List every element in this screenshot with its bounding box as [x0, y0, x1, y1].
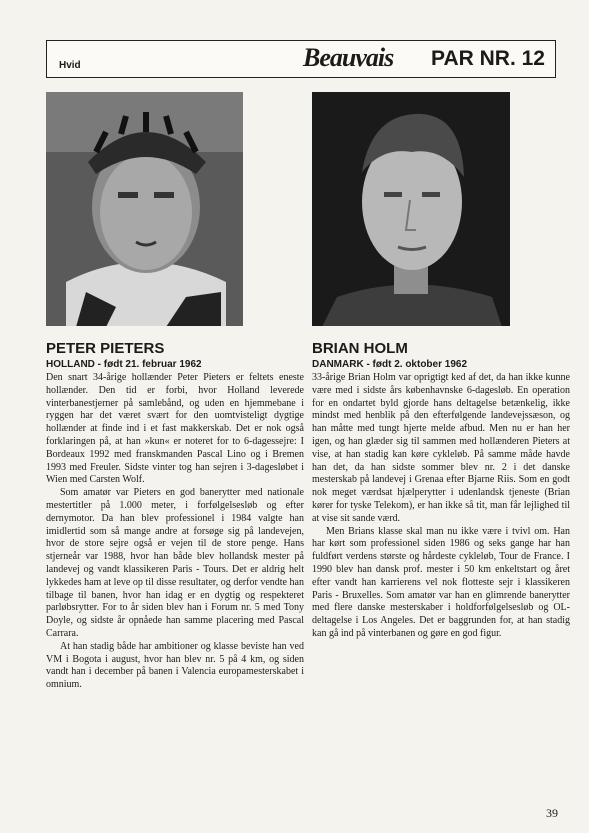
- jersey-color-label: Hvid: [59, 60, 81, 71]
- bio-paragraph: Men Brians klasse skal man nu ikke være i tvivl om. Han har kørt som professionel siden 1986 og seks gange har han fuldført verdens største og hårdeste cykleløb, Tour de France. I 1990 blev han dansk prof. mester i 50 km enkeltstart og året efter vandt han karrierens vel nok flotteste sejr i klassikeren Paris - Bruxelles. Som amatør var han en glimrende banerytter med flere danske mesterskaber i holdforfølgelsesløb og OL-deltagelse i Los Angeles. Det er baggrunden for, at han stadig kan gå ind på vinterbanen og gøre en god figur.: [312, 525, 570, 639]
- rider-column-holm: [312, 340, 570, 641]
- bio-paragraph: 33-årige Brian Holm var oprigtigt ked af det, da han ikke kunne være med i sidste års københavnske 6-dagesløb. En operation for en ondartet byld gjorde hans deltagelse betænkelig, ikke mindst med henblik på den efterfølgende landevejssæson, og han måtte med tungt hjerte melde afbud. Men nu er han her igen, og han glæder sig til sammen med hollænderen Pieters at vise, at han stadig kan køre cykleløb. På samme måde havde han det, da han sidste sommer blev nr. 2 i det danske mesterskab på landevej i Grenaa efter Bjarne Riis. Som en godt nok meget værdsat hjælperytter i udenlandsk tjeneste (Brian kører for tyske Telekom), er han ikke så tit, man får lejlighed til at vise sit sande værd.: [312, 372, 570, 524]
- sponsor-logo: Beauvais: [303, 43, 394, 72]
- page-number: 39: [546, 806, 558, 820]
- page-header: [46, 40, 556, 78]
- rider-name: PETER PIETERS: [46, 340, 165, 357]
- rider-column-pieters: [46, 340, 304, 692]
- rider-photo-holm: [312, 92, 510, 326]
- rider-nationality-birthdate: HOLLAND - født 21. februar 1962: [46, 359, 202, 370]
- portrait-illustration: [312, 92, 510, 326]
- bio-paragraph: Den snart 34-årige hollænder Peter Pieters er feltets eneste hollænder. Den tid er forbi, hvor Holland leverede vinterbanestjerner på samlebånd, og uden en hjemmebane i ryggen har det været svært for den uomtvisteligt dygtige hollænder at finde ind i et fast makkerskab. Det er nok også forklaringen på, at han »kun« er noteret for to 6-dagessejre: I Bordeaux 1992 med franskmanden Pascal Lino og i Bremen 1993 med Freuler. Sidste vinter tog han sejren i 3-dagesløbet i Wien med Carsten Wolf.: [46, 372, 304, 486]
- rider-nationality-birthdate: DANMARK - født 2. oktober 1962: [312, 359, 468, 370]
- bio-paragraph: Som amatør var Pieters en god banerytter med nationale mestertitler på 1.000 meter, i forfølgelsesløb og efter dernymotor. Da han blev professionel i 1984 valgte han imidlertid som så mange andre at forsøge sig på landevejen, hvor de store sejre også er vejen til de store penge. Hans stjerneår var 1988, hvor han både blev hollandsk mester på landevej og vandt klassikeren Paris - Tours. Det er aldrig helt lykkedes ham at leve op til disse resultater, og derfor vendte han tilbage til banen, hvor han idag er en dygtig og respekteret parløbsrytter. For to år siden blev han i Forum nr. 5 med Tony Doyle, og sidste år opnåede han samme placering med Pascal Carrara.: [46, 487, 304, 639]
- pair-number-title: PAR NR. 12: [431, 47, 545, 70]
- rider-photo-pieters: [46, 92, 243, 326]
- portrait-illustration: [46, 92, 243, 326]
- bio-paragraph: At han stadig både har ambitioner og klasse beviste han ved VM i Bogota i august, hvor han blev nr. 5 på 4 km, og siden vandt han i december på banen i Valencia europamesterskabet i omnium.: [46, 640, 304, 691]
- rider-name: BRIAN HOLM: [312, 340, 408, 357]
